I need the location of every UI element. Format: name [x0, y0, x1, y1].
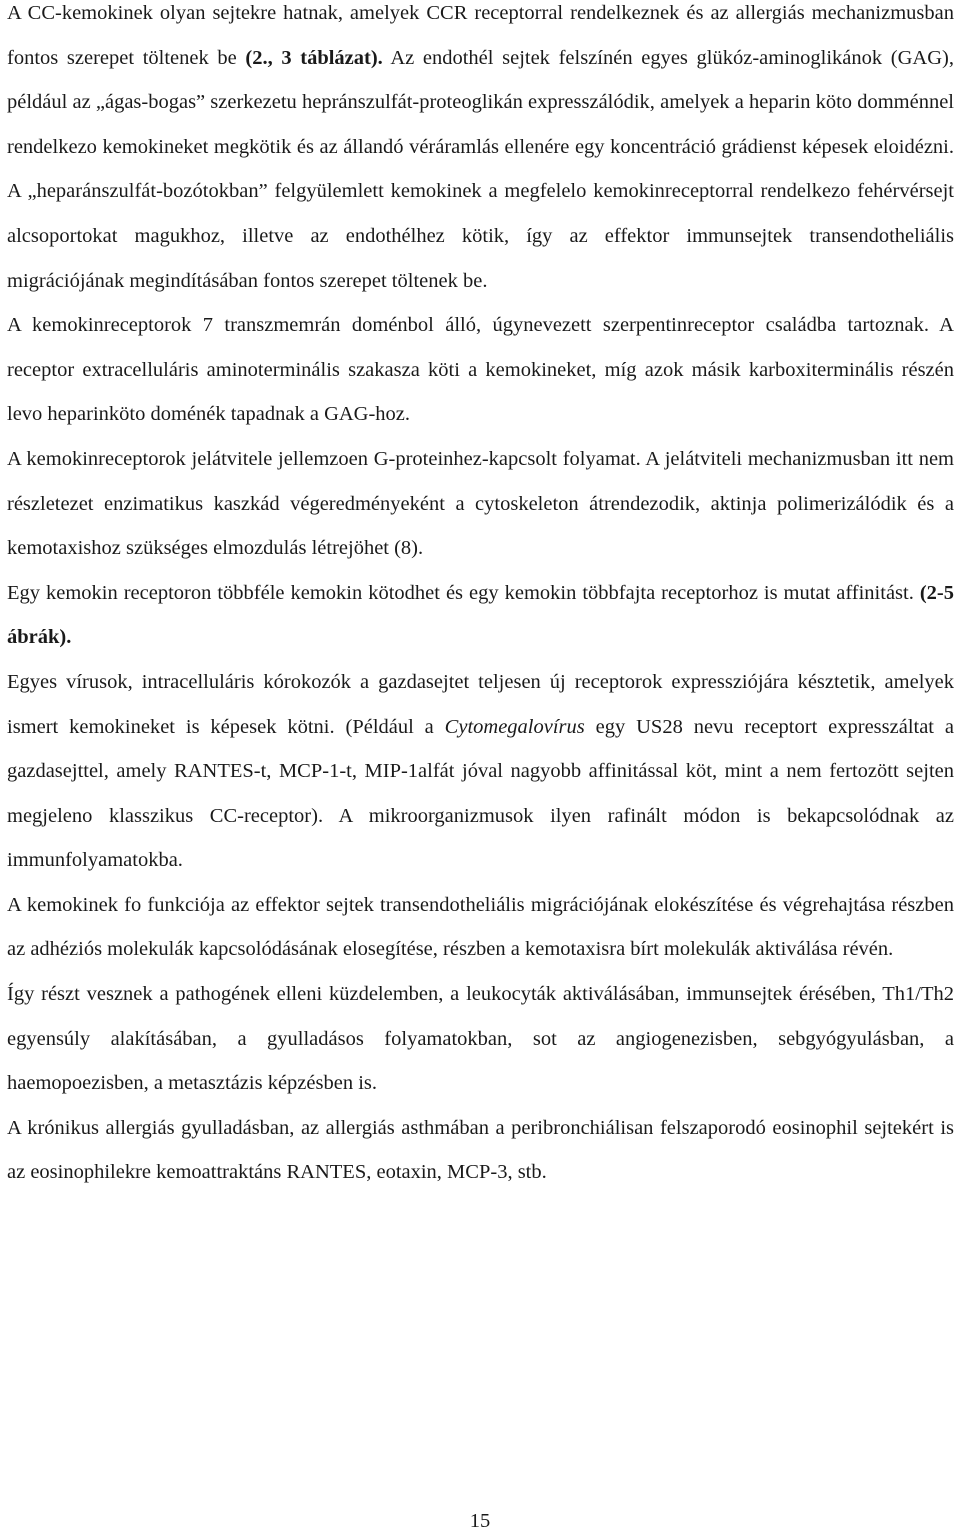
paragraph-main-function	[7, 883, 954, 972]
paragraph-receptor-structure	[7, 303, 954, 437]
paragraph-viruses	[7, 660, 954, 883]
text-segment: A kemokinreceptorok jelátvitele jellemzoen G-proteinhez-kapcsolt folyamat. A jelátviteli mechanizmusban itt nem részletezet enzimatikus kaszkád végeredményeként a cytoskeleton átrendezodik, aktinja polimerizálódik és a kemotaxishoz szükséges elmozdulás létrejöhet (8).	[7, 447, 954, 560]
text-segment: A kemokinreceptorok 7 transzmemrán doménbol álló, úgynevezett szerpentinreceptor családba tartoznak. A receptor extracelluláris aminoterminális szakasza köti a kemokineket, míg azok másik karboxiterminális részén levo heparinköto doménék tapadnak a GAG-hoz.	[7, 314, 954, 426]
paragraph-chronic-allergy	[7, 1106, 954, 1195]
document-body	[7, 0, 954, 1195]
text-segment: Így részt vesznek a pathogének elleni küzdelemben, a leukocyták aktiválásában, immunsejtek érésében, Th1/Th2 egyensúly alakításában, a gyulladásos folyamatokban, sot az angiogenezisben, sebgyógyulásban, a haemopoezisben, a metasztázis képzésben is.	[7, 983, 954, 1095]
text-segment: Az endothél sejtek felszínén egyes glükóz-aminoglikánok (GAG), például az „ágas-bogas” szerkezetu hepránszulfát-proteoglikán expresszálódik, amelyek a heparin köto domménnel rendelkezo kemokineket megkötik és az állandó véráramlás ellenére egy koncentráció grádienst képesek eloidézni. A „heparánszulfát-bozótokban” felgyülemlett kemokinek a megfelelo kemokinreceptorral rendelkezo fehérvérsejt alcsoportokat magukhoz, illetve az endothélhez kötik, így az effektor immunsejtek transendotheliális migrációjának megindításában fontos szerepet töltenek be.	[7, 46, 954, 292]
text-segment: Egyes vírusok, intracelluláris kórokozók a gazdasejtet teljesen új receptorok expressziójára késztetik, amelyek ismert kemokineket is képesek kötni. (Például a	[7, 670, 954, 738]
paragraph-affinity	[7, 571, 954, 660]
text-segment: A krónikus allergiás gyulladásban, az allergiás asthmában a peribronchiálisan felszaporodó eosinophil sejtekért is az eosinophilekre kemoattraktáns RANTES, eotaxin, MCP-3, stb.	[7, 1116, 954, 1184]
species-name: Cytomegalovírus	[444, 715, 585, 738]
paragraph-cc-chemokines	[7, 0, 954, 303]
table-reference: (2., 3 táblázat).	[245, 46, 383, 69]
figure-reference: (2-5 ábrák).	[7, 581, 954, 649]
text-segment: A kemokinek fo funkciója az effektor sejtek transendotheliális migrációjának elokészítése és végrehajtása részben az adhéziós molekulák kapcsolódásának elosegítése, részben a kemotaxisra bírt molekulák aktiválása révén.	[7, 893, 954, 961]
page-number: 15	[469, 1510, 491, 1532]
paragraph-signal-transduction	[7, 437, 954, 571]
paragraph-roles	[7, 972, 954, 1106]
text-segment: A CC-kemokinek olyan sejtekre hatnak, amelyek CCR receptorral rendelkeznek és az allergiás mechanizmusban fontos szerepet töltenek be	[7, 2, 954, 69]
text-segment: egy US28 nevu receptort expresszáltat a gazdasejttel, amely RANTES-t, MCP-1-t, MIP-1alfát jóval nagyobb affinitással köt, mint a nem fertozött sejten megjeleno klasszikus CC-receptor). A mikroorganizmusok ilyen rafinált módon is bekapcsolódnak az immunfolyamatokba.	[7, 715, 954, 872]
text-segment: Egy kemokin receptoron többféle kemokin kötodhet és egy kemokin többfajta receptorhoz is mutat affinitást.	[7, 581, 920, 604]
